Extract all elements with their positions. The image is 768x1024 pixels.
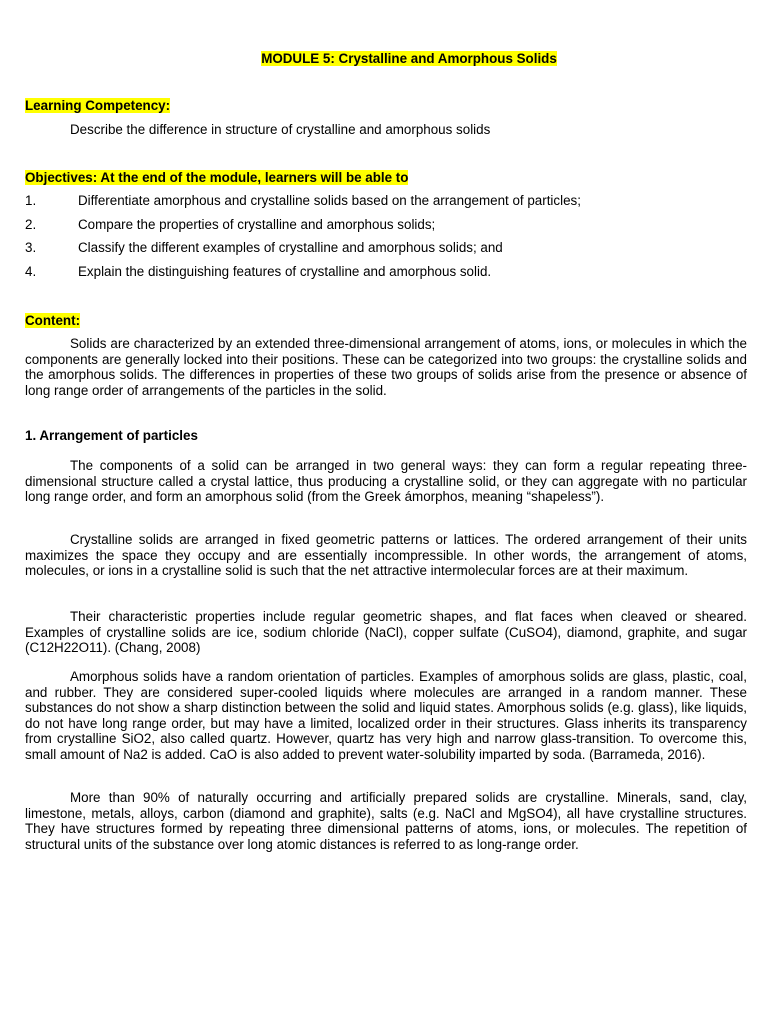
paragraph-amorphous-solids: Amorphous solids have a random orientation of particles. Examples of amorphous solids are glass, plastic, coal, and rubber. They are considered super-cooled liquids where molecules are arranged in a random manner. These substances do not show a sharp distinction between the solid and liquid states. Amorphous solids (e.g. glass), like liquids, do not have long range order, but may have a limited, localized order in their structures. Glass inherits its transparency from crystalline SiO2, also called quartz. However, quartz has very high and narrow glass-transition. To overcome this, small amount of Na2 is added. CaO is also added to prevent water-solubility imparted by soda. (Barrameda, 2016). <box>25 669 747 762</box>
section-arrangement-heading: 1. Arrangement of particles <box>25 428 198 443</box>
content-heading-row <box>25 313 80 329</box>
objective-number: 4. <box>25 264 37 280</box>
objective-number: 3. <box>25 240 37 256</box>
paragraph-long-range-order: More than 90% of naturally occurring and artificially prepared solids are crystalline. Minerals, sand, clay, limestone, metals, alloys, carbon (diamond and graphite), salts (e.g. NaCl and MgSO4), all have crystalline structures. They have structures formed by repeating three dimensional patterns of atoms, ions, or molecules. The repetition of structural units of the substance over long atomic distances is referred to as long-range order. <box>25 790 747 852</box>
content-heading: Content: <box>25 313 81 328</box>
learning-competency-heading-row <box>25 98 170 114</box>
objective-number: 2. <box>25 216 37 232</box>
objective-number: 1. <box>25 193 37 208</box>
document-page <box>25 0 747 1024</box>
module-title-row <box>25 51 747 67</box>
objective-text: Compare the properties of crystalline and amorphous solids; <box>78 216 436 232</box>
module-title: MODULE 5: Crystalline and Amorphous Solids <box>261 51 557 66</box>
objectives-heading: Objectives: At the end of the module, learners will be able to <box>25 170 409 185</box>
paragraph-crystalline-solids: Crystalline solids are arranged in fixed geometric patterns or lattices. The ordered arrangement of their units maximizes the space they occupy and are essentially incompressible. In other words, the arrangement of atoms, molecules, or ions in a crystalline solid is such that the net attractive intermolecular forces are at their maximum. <box>25 532 747 579</box>
objective-text: Differentiate amorphous and crystalline solids based on the arrangement of particles; <box>78 193 581 208</box>
objective-text: Classify the different examples of crystalline and amorphous solids; and <box>78 240 503 256</box>
paragraph-characteristic-properties: Their characteristic properties include regular geometric shapes, and flat faces when cleaved or sheared. Examples of crystalline solids are ice, sodium chloride (NaCl), copper sulfate (CuSO4), diamond, graphite, and sugar (C12H22O11). (Chang, 2008) <box>25 609 747 656</box>
content-intro-paragraph: Solids are characterized by an extended three-dimensional arrangement of atoms, ions, or molecules in which the components are generally locked into their positions. These can be categorized into two groups: the crystalline solids and the amorphous solids. The differences in properties of these two groups of solids arise from the presence or absence of long range order of arrangements of the particles in the solid. <box>25 336 747 398</box>
objectives-heading-row <box>25 170 408 186</box>
paragraph-crystal-lattice: The components of a solid can be arranged in two general ways: they can form a regular repeating three-dimensional structure called a crystal lattice, thus producing a crystalline solid, or they can aggregate with no particular long range order, and form an amorphous solid (from the Greek ámorphos, meaning “shapeless”). <box>25 458 747 505</box>
learning-competency-heading: Learning Competency: <box>25 98 171 113</box>
objective-text: Explain the distinguishing features of crystalline and amorphous solid. <box>78 264 492 280</box>
learning-competency-text: Describe the difference in structure of crystalline and amorphous solids <box>70 122 491 137</box>
